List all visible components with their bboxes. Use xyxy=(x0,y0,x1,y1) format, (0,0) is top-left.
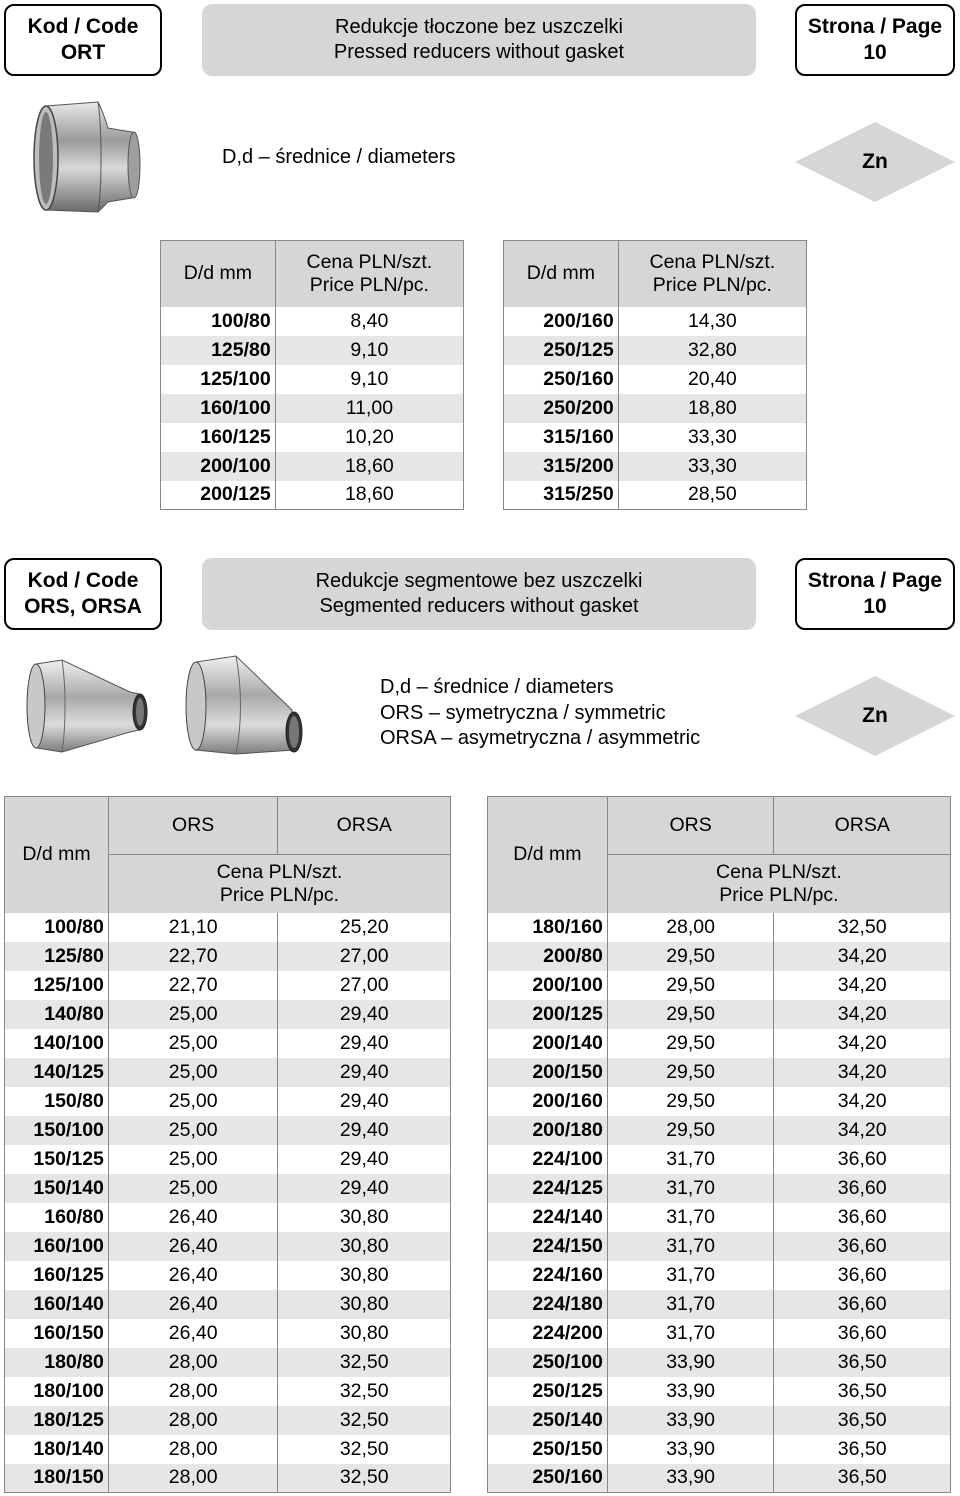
diameter-cell: 200/125 xyxy=(488,1000,608,1029)
orsa-price-cell: 30,80 xyxy=(278,1203,451,1232)
table-row xyxy=(161,423,464,452)
orsa-price-cell: 29,40 xyxy=(278,1087,451,1116)
orsa-price-cell: 36,60 xyxy=(774,1261,951,1290)
page-label: Strona / Page xyxy=(807,569,943,592)
ors-price-cell: 26,40 xyxy=(108,1319,278,1348)
price-cell: 18,80 xyxy=(618,394,806,423)
orsa-price-cell: 34,20 xyxy=(774,1087,951,1116)
diameter-cell: 150/140 xyxy=(5,1174,109,1203)
table-row xyxy=(5,1290,451,1319)
table-row xyxy=(488,1029,951,1058)
price-cell: 18,60 xyxy=(275,452,463,481)
table-row xyxy=(5,1435,451,1464)
price-cell: 20,40 xyxy=(618,365,806,394)
table-row xyxy=(488,1145,951,1174)
orsa-price-cell: 36,50 xyxy=(774,1464,951,1493)
table-row xyxy=(5,1058,451,1087)
diameter-cell: 150/100 xyxy=(5,1116,109,1145)
asymmetric-reducer-image xyxy=(178,654,312,758)
orsa-price-cell: 32,50 xyxy=(278,1464,451,1493)
table-row xyxy=(488,1203,951,1232)
table-row xyxy=(488,1290,951,1319)
diameter-cell: 200/80 xyxy=(488,942,608,971)
orsa-price-cell: 32,50 xyxy=(278,1435,451,1464)
table-row xyxy=(161,481,464,510)
diameter-cell: 140/100 xyxy=(33,1031,104,1054)
price-cell: 9,10 xyxy=(275,336,463,365)
diameter-cell: 125/100 xyxy=(33,973,104,996)
diameter-cell: 180/140 xyxy=(33,1437,104,1460)
ors-price-cell: 25,00 xyxy=(108,1145,278,1174)
code-value: ORS, ORSA xyxy=(24,595,142,618)
ors-price-cell: 25,00 xyxy=(108,1174,278,1203)
table-row xyxy=(5,1174,451,1203)
orsa-price-cell: 34,20 xyxy=(774,1000,951,1029)
ors-price-cell: 28,00 xyxy=(607,913,774,942)
table-row xyxy=(5,1464,451,1493)
table-row xyxy=(5,1000,451,1029)
diameter-cell: 200/160 xyxy=(543,309,614,332)
orsa-price-cell: 29,40 xyxy=(278,1174,451,1203)
price-cell: 14,30 xyxy=(618,307,806,336)
diameter-cell: 315/160 xyxy=(543,425,614,448)
table-row xyxy=(161,336,464,365)
orsa-price-cell: 25,20 xyxy=(278,913,451,942)
table-row xyxy=(5,1261,451,1290)
diameter-cell: 224/150 xyxy=(488,1232,608,1261)
code-label: Kod / Code xyxy=(27,15,139,38)
desc-symmetric: ORS – symetryczna / symmetric xyxy=(380,701,666,724)
table-row xyxy=(488,1377,951,1406)
diameter-cell: 140/125 xyxy=(5,1058,109,1087)
ors-price-cell: 25,00 xyxy=(108,1000,278,1029)
diameter-cell: 250/200 xyxy=(504,394,619,423)
finish-badge xyxy=(795,122,955,202)
table-row xyxy=(488,1261,951,1290)
col-diameter: D/d mm xyxy=(526,262,595,285)
ors-price-cell: 25,00 xyxy=(108,1029,278,1058)
diameter-cell: 125/100 xyxy=(200,367,271,390)
ors-price-cell: 22,70 xyxy=(108,942,278,971)
orsa-price-cell: 30,80 xyxy=(278,1290,451,1319)
desc-diameters: D,d – średnice / diameters xyxy=(380,676,614,698)
diameter-cell: 224/200 xyxy=(532,1321,603,1344)
col-price-pl: Cena PLN/szt. xyxy=(607,855,950,884)
price-cell: 11,00 xyxy=(275,394,463,423)
table-body xyxy=(161,307,464,510)
title-en: Segmented reducers without gasket xyxy=(319,595,639,617)
col-price-pl: Cena PLN/szt. xyxy=(275,241,463,274)
ors-price-cell: 29,50 xyxy=(607,1029,774,1058)
price-cell: 33,30 xyxy=(618,423,806,452)
diameter-cell: 180/100 xyxy=(33,1379,104,1402)
orsa-price-cell: 36,60 xyxy=(774,1232,951,1261)
diameter-cell: 224/100 xyxy=(532,1147,603,1170)
ors-price-cell: 31,70 xyxy=(607,1319,774,1348)
table-row xyxy=(5,1319,451,1348)
ors-price-cell: 31,70 xyxy=(607,1290,774,1319)
col-price-en: Price PLN/pc. xyxy=(618,274,806,307)
diameter-cell: 160/80 xyxy=(44,1205,104,1228)
orsa-price-cell: 29,40 xyxy=(278,1058,451,1087)
table-row xyxy=(504,452,807,481)
ort-price-table-left xyxy=(160,240,464,510)
ors-price-cell: 33,90 xyxy=(607,1435,774,1464)
orsa-price-cell: 32,50 xyxy=(278,1377,451,1406)
table-row xyxy=(488,1232,951,1261)
ors-price-cell: 31,70 xyxy=(607,1261,774,1290)
ors-price-table-left xyxy=(4,796,451,1493)
ors-price-table-right xyxy=(487,796,951,1493)
diameter-cell: 224/160 xyxy=(532,1263,603,1286)
orsa-price-cell: 30,80 xyxy=(278,1319,451,1348)
diameter-cell: 160/140 xyxy=(5,1290,109,1319)
table-row xyxy=(504,394,807,423)
price-cell: 9,10 xyxy=(275,365,463,394)
ors-price-cell: 33,90 xyxy=(607,1377,774,1406)
ort-price-table-right xyxy=(503,240,807,510)
page-box xyxy=(795,558,955,630)
code-label: Kod / Code xyxy=(27,569,139,592)
orsa-price-cell: 36,60 xyxy=(774,1174,951,1203)
col-diameter: D/d mm xyxy=(513,843,582,866)
title-pl: Redukcje tłoczone bez uszczelki xyxy=(335,16,623,38)
orsa-price-cell: 27,00 xyxy=(278,971,451,1000)
table-row xyxy=(5,971,451,1000)
diameter-cell: 250/100 xyxy=(488,1348,608,1377)
diameter-cell: 160/125 xyxy=(33,1263,104,1286)
diameter-cell: 250/125 xyxy=(532,1379,603,1402)
table-row xyxy=(5,1203,451,1232)
table-row xyxy=(488,1174,951,1203)
orsa-price-cell: 36,50 xyxy=(774,1348,951,1377)
diameter-cell: 160/150 xyxy=(33,1321,104,1344)
col-orsa: ORSA xyxy=(774,797,951,855)
col-ors: ORS xyxy=(607,797,774,855)
diameter-cell: 180/150 xyxy=(5,1464,109,1493)
ors-price-cell: 21,10 xyxy=(108,913,278,942)
ors-price-cell: 28,00 xyxy=(108,1406,278,1435)
diameter-cell: 150/125 xyxy=(33,1147,104,1170)
diameter-cell: 200/180 xyxy=(488,1116,608,1145)
symmetric-reducer-image xyxy=(22,656,152,756)
table-row xyxy=(504,423,807,452)
table-row xyxy=(488,1464,951,1493)
diameter-cell: 150/80 xyxy=(44,1089,104,1112)
table-row xyxy=(5,1232,451,1261)
code-value: ORT xyxy=(60,41,106,64)
diameter-cell: 250/150 xyxy=(532,1437,603,1460)
table-row xyxy=(504,481,807,510)
diameter-cell: 160/125 xyxy=(200,425,271,448)
diameters-description: D,d – średnice / diameters xyxy=(222,146,456,168)
price-cell: 8,40 xyxy=(275,307,463,336)
table-row xyxy=(488,1116,951,1145)
orsa-price-cell: 36,50 xyxy=(774,1406,951,1435)
diameter-cell: 160/100 xyxy=(161,394,276,423)
ors-price-cell: 29,50 xyxy=(607,1116,774,1145)
diameter-cell: 100/80 xyxy=(211,309,271,332)
orsa-price-cell: 32,50 xyxy=(278,1348,451,1377)
table-row xyxy=(5,1348,451,1377)
orsa-price-cell: 32,50 xyxy=(278,1406,451,1435)
orsa-price-cell: 29,40 xyxy=(278,1145,451,1174)
table-row xyxy=(161,307,464,336)
section-title-box xyxy=(202,4,756,76)
diameter-cell: 224/180 xyxy=(488,1290,608,1319)
ors-price-cell: 29,50 xyxy=(607,942,774,971)
table-body xyxy=(5,913,451,1493)
ors-price-cell: 29,50 xyxy=(607,1000,774,1029)
desc-asymmetric: ORSA – asymetryczna / asymmetric xyxy=(380,727,701,749)
ors-price-cell: 25,00 xyxy=(108,1058,278,1087)
col-price-pl: Cena PLN/szt. xyxy=(618,241,806,274)
orsa-price-cell: 29,40 xyxy=(278,1000,451,1029)
ors-price-cell: 31,70 xyxy=(607,1232,774,1261)
diameter-cell: 315/200 xyxy=(504,452,619,481)
diameter-cell: 180/125 xyxy=(5,1406,109,1435)
table-row xyxy=(5,942,451,971)
diameter-cell: 250/160 xyxy=(488,1464,608,1493)
diameter-cell: 125/80 xyxy=(5,942,109,971)
table-row xyxy=(488,913,951,942)
table-row xyxy=(161,452,464,481)
ors-price-cell: 29,50 xyxy=(607,1058,774,1087)
code-box-ors xyxy=(4,558,162,630)
diameter-cell: 140/80 xyxy=(5,1000,109,1029)
table-row xyxy=(161,394,464,423)
table-row xyxy=(504,307,807,336)
price-cell: 10,20 xyxy=(275,423,463,452)
diameter-cell: 250/125 xyxy=(504,336,619,365)
table-row xyxy=(488,971,951,1000)
orsa-price-cell: 36,60 xyxy=(774,1203,951,1232)
orsa-price-cell: 36,60 xyxy=(774,1145,951,1174)
diameter-cell: 315/250 xyxy=(543,483,614,506)
finish-zn: Zn xyxy=(862,150,888,173)
ors-price-cell: 26,40 xyxy=(108,1232,278,1261)
title-en: Pressed reducers without gasket xyxy=(333,41,625,63)
orsa-price-cell: 34,20 xyxy=(774,971,951,1000)
orsa-price-cell: 34,20 xyxy=(774,1029,951,1058)
table-row xyxy=(5,913,451,942)
orsa-price-cell: 36,50 xyxy=(774,1377,951,1406)
orsa-price-cell: 30,80 xyxy=(278,1261,451,1290)
price-cell: 33,30 xyxy=(618,452,806,481)
orsa-price-cell: 34,20 xyxy=(774,942,951,971)
table-body xyxy=(504,307,807,510)
orsa-price-cell: 36,60 xyxy=(774,1290,951,1319)
ors-price-cell: 33,90 xyxy=(607,1464,774,1493)
col-orsa: ORSA xyxy=(278,797,451,855)
table-row xyxy=(504,365,807,394)
segmented-description xyxy=(380,675,700,752)
page-value: 10 xyxy=(863,595,887,618)
diameter-cell: 200/150 xyxy=(488,1058,608,1087)
title-pl: Redukcje segmentowe bez uszczelki xyxy=(315,570,643,592)
orsa-price-cell: 32,50 xyxy=(774,913,951,942)
table-row xyxy=(161,365,464,394)
diameter-cell: 250/160 xyxy=(543,367,614,390)
diameter-cell: 250/140 xyxy=(488,1406,608,1435)
diameter-cell: 200/100 xyxy=(532,973,603,996)
col-price-en: Price PLN/pc. xyxy=(275,274,463,307)
finish-badge xyxy=(795,676,955,756)
table-row xyxy=(488,1348,951,1377)
table-row xyxy=(488,1406,951,1435)
col-price-pl: Cena PLN/szt. xyxy=(108,855,450,884)
table-row xyxy=(488,1000,951,1029)
ors-price-cell: 28,00 xyxy=(108,1377,278,1406)
code-box-ort xyxy=(4,4,162,76)
page-label: Strona / Page xyxy=(807,15,943,38)
price-cell: 18,60 xyxy=(275,481,463,510)
col-diameter: D/d mm xyxy=(22,843,91,866)
orsa-price-cell: 27,00 xyxy=(278,942,451,971)
page-box xyxy=(795,4,955,76)
ors-price-cell: 26,40 xyxy=(108,1203,278,1232)
diameter-cell: 125/80 xyxy=(161,336,276,365)
ors-price-cell: 26,40 xyxy=(108,1290,278,1319)
table-row xyxy=(5,1029,451,1058)
finish-zn: Zn xyxy=(862,704,888,727)
orsa-price-cell: 29,40 xyxy=(278,1116,451,1145)
ors-price-cell: 28,00 xyxy=(108,1348,278,1377)
orsa-price-cell: 30,80 xyxy=(278,1232,451,1261)
table-row xyxy=(5,1406,451,1435)
ors-price-cell: 29,50 xyxy=(607,971,774,1000)
table-row xyxy=(488,1087,951,1116)
page-value: 10 xyxy=(863,41,887,64)
table-row xyxy=(488,1435,951,1464)
ors-price-cell: 33,90 xyxy=(607,1348,774,1377)
diameter-cell: 160/100 xyxy=(5,1232,109,1261)
section-title-box xyxy=(202,558,756,630)
table-row xyxy=(5,1116,451,1145)
col-ors: ORS xyxy=(108,797,278,855)
table-row xyxy=(5,1145,451,1174)
orsa-price-cell: 29,40 xyxy=(278,1029,451,1058)
col-price-en: Price PLN/pc. xyxy=(607,884,950,913)
table-row xyxy=(488,1319,951,1348)
ors-price-cell: 28,00 xyxy=(108,1464,278,1493)
diameter-cell: 200/140 xyxy=(532,1031,603,1054)
orsa-price-cell: 36,60 xyxy=(774,1319,951,1348)
diameter-cell: 200/160 xyxy=(532,1089,603,1112)
diameter-cell: 200/100 xyxy=(161,452,276,481)
ors-price-cell: 31,70 xyxy=(607,1145,774,1174)
col-price-en: Price PLN/pc. xyxy=(108,884,450,913)
ors-price-cell: 25,00 xyxy=(108,1116,278,1145)
orsa-price-cell: 34,20 xyxy=(774,1058,951,1087)
price-cell: 32,80 xyxy=(618,336,806,365)
diameter-cell: 224/140 xyxy=(532,1205,603,1228)
orsa-price-cell: 36,50 xyxy=(774,1435,951,1464)
ors-price-cell: 22,70 xyxy=(108,971,278,1000)
price-cell: 28,50 xyxy=(618,481,806,510)
diameter-cell: 180/80 xyxy=(5,1348,109,1377)
table-row xyxy=(488,942,951,971)
ors-price-cell: 31,70 xyxy=(607,1203,774,1232)
ors-price-cell: 25,00 xyxy=(108,1087,278,1116)
table-row xyxy=(504,336,807,365)
ors-price-cell: 28,00 xyxy=(108,1435,278,1464)
diameter-cell: 180/160 xyxy=(532,915,603,938)
ors-price-cell: 33,90 xyxy=(607,1406,774,1435)
ors-price-cell: 31,70 xyxy=(607,1174,774,1203)
table-row xyxy=(488,1058,951,1087)
diameter-cell: 200/125 xyxy=(200,483,271,506)
pressed-reducer-image xyxy=(28,98,144,216)
table-body xyxy=(488,913,951,1493)
diameter-cell: 224/125 xyxy=(488,1174,608,1203)
table-row xyxy=(5,1377,451,1406)
diameter-cell: 100/80 xyxy=(44,915,104,938)
col-diameter: D/d mm xyxy=(183,262,252,285)
ors-price-cell: 26,40 xyxy=(108,1261,278,1290)
orsa-price-cell: 34,20 xyxy=(774,1116,951,1145)
ors-price-cell: 29,50 xyxy=(607,1087,774,1116)
table-row xyxy=(5,1087,451,1116)
